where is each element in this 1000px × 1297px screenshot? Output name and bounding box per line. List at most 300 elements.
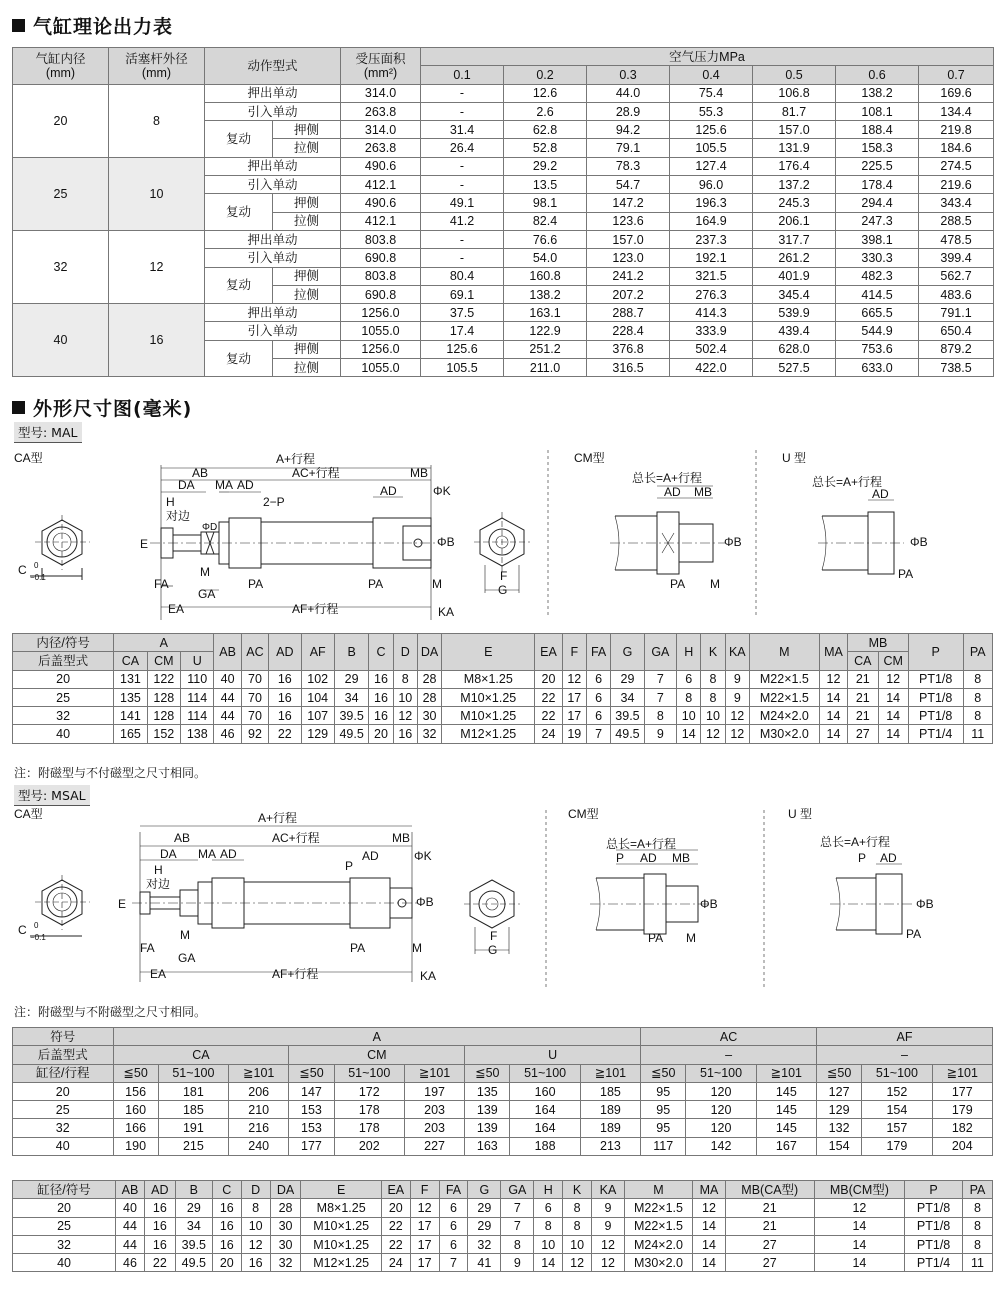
msal-a-cell: 204 (932, 1137, 992, 1155)
force-value: 206.1 (753, 212, 836, 230)
header-area: 受压面积 (mm²) (341, 48, 421, 85)
svg-text:P: P (616, 851, 625, 865)
mal-cell: 32 (417, 725, 441, 743)
force-value: 345.4 (753, 285, 836, 303)
force-value: 483.6 (919, 285, 994, 303)
force-value: 62.8 (504, 121, 587, 139)
msal-a-cell: 147 (289, 1082, 334, 1100)
msal-b-cell: 20 (381, 1199, 410, 1217)
area-cell: 1256.0 (341, 340, 421, 358)
msal-a-cell: 154 (862, 1101, 932, 1119)
msal-b-header: DA (270, 1181, 301, 1199)
force-value: 753.6 (836, 340, 919, 358)
msal-b-cell: 12 (241, 1235, 270, 1253)
svg-text:M: M (200, 565, 210, 579)
mal-header: AC (241, 634, 268, 671)
svg-text:GA: GA (198, 587, 216, 601)
force-value: 29.2 (504, 157, 587, 175)
force-value: 54.7 (587, 176, 670, 194)
msal-a-cell: 160 (113, 1101, 158, 1119)
force-value: 138.2 (836, 84, 919, 102)
mal-cell: 128 (147, 707, 180, 725)
mal-header: E (442, 634, 535, 671)
force-value: 37.5 (421, 304, 504, 322)
header-rod: 活塞杆外径 (mm) (109, 48, 205, 85)
pressure-header: 0.2 (504, 66, 587, 84)
svg-text:FA: FA (140, 941, 155, 955)
msal-b-cell: M30×2.0 (624, 1254, 692, 1272)
mal-header: A (114, 634, 214, 652)
table-row (13, 1254, 993, 1272)
msal-a-cell: 177 (289, 1137, 334, 1155)
msal-b-cell: 6 (439, 1217, 468, 1235)
area-cell: 690.8 (341, 285, 421, 303)
msal-b-cell: M8×1.25 (301, 1199, 381, 1217)
force-value: 123.0 (587, 249, 670, 267)
force-value: 225.5 (836, 157, 919, 175)
force-value: - (421, 157, 504, 175)
msal-a-subheader: 后盖型式 (13, 1046, 114, 1064)
mal-cell: 44 (214, 707, 241, 725)
svg-text:AD: AD (237, 478, 254, 492)
mal-cell: 104 (301, 688, 334, 706)
svg-text:G: G (498, 583, 508, 597)
svg-text:AB: AB (174, 831, 191, 845)
svg-text:2−P: 2−P (263, 495, 285, 509)
svg-text:EA: EA (168, 602, 185, 616)
mal-subheader: CM (147, 652, 180, 670)
mal-cell: 8 (393, 670, 417, 688)
mal-cell: 29 (334, 670, 368, 688)
svg-text:ΦK: ΦK (433, 484, 451, 498)
force-value: 192.1 (670, 249, 753, 267)
force-value: 108.1 (836, 102, 919, 120)
msal-b-cell: 32 (468, 1235, 501, 1253)
force-value: 330.3 (836, 249, 919, 267)
mal-cell: 25 (13, 688, 114, 706)
mal-note: 注：附磁型与不付磁型之尺寸相同。 (14, 766, 207, 780)
mal-cell: 16 (393, 725, 417, 743)
msal-a-cell: 132 (817, 1119, 862, 1137)
msal-a-subheader: U (465, 1046, 641, 1064)
msal-b-cell: 30 (270, 1217, 301, 1235)
msal-a-range: 51~100 (158, 1064, 228, 1082)
msal-b-header: B (175, 1181, 212, 1199)
msal-b-cell: 41 (468, 1254, 501, 1272)
table-row (13, 707, 993, 725)
model-tag-mal: 型号: MAL (14, 422, 82, 443)
action-sub-cell: 拉侧 (273, 285, 341, 303)
force-value: - (421, 249, 504, 267)
area-cell: 1055.0 (341, 359, 421, 377)
msal-b-cell: 20 (13, 1199, 116, 1217)
msal-a-cell: 129 (817, 1101, 862, 1119)
mal-cell: M12×1.25 (442, 725, 535, 743)
mal-cell: 22 (535, 707, 562, 725)
svg-text:G: G (488, 943, 498, 957)
force-value: 176.4 (753, 157, 836, 175)
mal-header: P (908, 634, 963, 671)
msal-b-cell: 8 (962, 1217, 992, 1235)
svg-text:M: M (432, 577, 442, 591)
action-cell: 复动 (205, 194, 273, 231)
pressure-header: 0.6 (836, 66, 919, 84)
msal-a-cell: 152 (862, 1082, 932, 1100)
msal-a-range: ≧101 (756, 1064, 816, 1082)
svg-text:AD: AD (380, 484, 397, 498)
mal-cell: 27 (848, 725, 878, 743)
mal-cell: 30 (417, 707, 441, 725)
msal-b-cell: 14 (692, 1217, 725, 1235)
force-value: 2.6 (504, 102, 587, 120)
svg-text:GA: GA (178, 951, 196, 965)
msal-a-cell: 179 (862, 1137, 932, 1155)
force-value: 398.1 (836, 230, 919, 248)
action-sub-cell: 拉侧 (273, 359, 341, 377)
msal-note: 注：附磁型与不附磁型之尺寸相同。 (14, 1005, 207, 1019)
force-value: 160.8 (504, 267, 587, 285)
force-value: 138.2 (504, 285, 587, 303)
force-value: 401.9 (753, 267, 836, 285)
msal-a-cell: 120 (686, 1082, 756, 1100)
force-value: 288.7 (587, 304, 670, 322)
msal-b-cell: 8 (534, 1217, 563, 1235)
u-view (818, 500, 904, 574)
force-value: 125.6 (421, 340, 504, 358)
pressure-header: 0.3 (587, 66, 670, 84)
svg-text:F: F (490, 929, 498, 943)
msal-b-cell: 27 (725, 1254, 814, 1272)
msal-a-cell: 197 (404, 1082, 464, 1100)
force-value: 17.4 (421, 322, 504, 340)
svg-text:KA: KA (420, 969, 437, 983)
msal-a-cell: 154 (817, 1137, 862, 1155)
force-section-title: 气缸理论出力表 (12, 12, 173, 39)
force-value: 879.2 (919, 340, 994, 358)
mal-cell: 6 (586, 670, 610, 688)
msal-a-cell: 120 (686, 1119, 756, 1137)
msal-a-cell: 203 (404, 1101, 464, 1119)
action-sub-cell: 拉侧 (273, 212, 341, 230)
svg-text:0: 0 (34, 921, 39, 930)
msal-b-cell: 9 (592, 1199, 625, 1217)
force-value: 439.4 (753, 322, 836, 340)
force-value: 261.2 (753, 249, 836, 267)
svg-text:MB: MB (392, 831, 410, 845)
msal-b-cell: PT1/8 (905, 1199, 963, 1217)
msal-a-cell: 156 (113, 1082, 158, 1100)
force-value: 628.0 (753, 340, 836, 358)
msal-a-cell: 202 (334, 1137, 404, 1155)
force-value: 54.0 (504, 249, 587, 267)
mal-cell: 17 (562, 707, 586, 725)
msal-b-cell: 9 (501, 1254, 534, 1272)
mal-subheader: CA (114, 652, 147, 670)
force-value: 76.6 (504, 230, 587, 248)
msal-b-cell: 20 (212, 1254, 241, 1272)
msal-a-cell: 127 (817, 1082, 862, 1100)
svg-text:H: H (166, 495, 175, 509)
pressure-header: 0.5 (753, 66, 836, 84)
mal-cell: 46 (214, 725, 241, 743)
msal-b-cell: 9 (592, 1217, 625, 1235)
msal-a-cell: 213 (580, 1137, 640, 1155)
force-value: 211.0 (504, 359, 587, 377)
msal-a-range: ≧101 (229, 1064, 289, 1082)
bore-cell: 40 (13, 304, 109, 377)
msal-a-range: ≦50 (641, 1064, 686, 1082)
msal-b-cell: 17 (410, 1217, 439, 1235)
force-value: 539.9 (753, 304, 836, 322)
force-value: 219.6 (919, 176, 994, 194)
area-cell: 412.1 (341, 176, 421, 194)
force-value: 343.4 (919, 194, 994, 212)
msal-a-cell: 188 (510, 1137, 580, 1155)
msal-length-table (12, 1027, 993, 1156)
msal-a-cell: 145 (756, 1082, 816, 1100)
msal-a-cell: 95 (641, 1101, 686, 1119)
mal-cell: 10 (701, 707, 725, 725)
msal-a-header: AC (641, 1028, 817, 1046)
msal-b-cell: 12 (410, 1199, 439, 1217)
mal-header: M (749, 634, 819, 671)
mal-cell: 14 (819, 688, 847, 706)
svg-text:M: M (412, 941, 422, 955)
action-cell: 引入单动 (205, 176, 341, 194)
mal-cell: M10×1.25 (442, 707, 535, 725)
msal-a-range: ≦50 (289, 1064, 334, 1082)
msal-a-range: 51~100 (510, 1064, 580, 1082)
msal-b-header: GA (501, 1181, 534, 1199)
table-row (13, 670, 993, 688)
force-value: 169.6 (919, 84, 994, 102)
force-value: 247.3 (836, 212, 919, 230)
mal-cell: 39.5 (611, 707, 644, 725)
msal-b-cell: 12 (814, 1199, 905, 1217)
force-value: 665.5 (836, 304, 919, 322)
header-bore: 气缸内径 (mm) (13, 48, 109, 85)
svg-text:AD: AD (872, 487, 889, 501)
force-value: 502.4 (670, 340, 753, 358)
msal-b-cell: 8 (501, 1235, 534, 1253)
mal-cell: 28 (417, 670, 441, 688)
force-value: 105.5 (421, 359, 504, 377)
svg-text:ΦB: ΦB (700, 897, 718, 911)
svg-text:AB: AB (192, 466, 209, 480)
mal-cell: M10×1.25 (442, 688, 535, 706)
force-value: 316.5 (587, 359, 670, 377)
force-value: 26.4 (421, 139, 504, 157)
force-value: 12.6 (504, 84, 587, 102)
force-value: 422.0 (670, 359, 753, 377)
msal-a-range: 缸径/行程 (13, 1064, 114, 1082)
mal-subheader: CA (848, 652, 878, 670)
msal-b-cell: 6 (439, 1235, 468, 1253)
msal-b-cell: 22 (381, 1217, 410, 1235)
force-value: 184.6 (919, 139, 994, 157)
mal-header: B (334, 634, 368, 671)
rod-cell: 8 (109, 84, 205, 157)
table-row (13, 725, 993, 743)
mal-cell: PT1/8 (908, 707, 963, 725)
mal-cell: 19 (562, 725, 586, 743)
msal-b-cell: 16 (212, 1217, 241, 1235)
msal-b-header: G (468, 1181, 501, 1199)
msal-b-header: H (534, 1181, 563, 1199)
msal-b-cell: 40 (116, 1199, 145, 1217)
mal-cell: 17 (562, 688, 586, 706)
mal-cell: 6 (586, 707, 610, 725)
msal-b-cell: 29 (468, 1199, 501, 1217)
mal-cell: 21 (848, 707, 878, 725)
msal-b-cell: 21 (725, 1217, 814, 1235)
mal-cell: 114 (181, 688, 214, 706)
force-value: 219.8 (919, 121, 994, 139)
force-value: 55.3 (670, 102, 753, 120)
msal-b-cell: 12 (592, 1235, 625, 1253)
force-table (12, 47, 994, 377)
svg-text:PA: PA (350, 941, 366, 955)
mal-cell: M24×2.0 (749, 707, 819, 725)
msal-b-cell: 10 (563, 1235, 592, 1253)
pressure-header: 0.7 (919, 66, 994, 84)
action-cell: 复动 (205, 267, 273, 304)
force-value: - (421, 102, 504, 120)
force-value: 94.2 (587, 121, 670, 139)
msal-a-cell: 145 (756, 1101, 816, 1119)
mal-header: PA (963, 634, 992, 671)
msal-a-cell: 189 (580, 1101, 640, 1119)
action-sub-cell: 拉侧 (273, 139, 341, 157)
area-cell: 412.1 (341, 212, 421, 230)
msal-a-header: 符号 (13, 1028, 114, 1046)
mal-cell: 11 (963, 725, 992, 743)
msal-b-cell: M10×1.25 (301, 1235, 381, 1253)
mal-cell: 131 (114, 670, 147, 688)
force-value: 125.6 (670, 121, 753, 139)
u-view-msal (830, 864, 912, 934)
force-row (13, 304, 994, 322)
mal-cell: 34 (334, 688, 368, 706)
mal-cell: 107 (301, 707, 334, 725)
mal-header: D (393, 634, 417, 671)
force-value: 157.0 (587, 230, 670, 248)
msal-b-cell: 11 (962, 1254, 992, 1272)
msal-b-cell: 6 (534, 1199, 563, 1217)
msal-b-header: KA (592, 1181, 625, 1199)
msal-b-cell: M22×1.5 (624, 1217, 692, 1235)
svg-text:总长=A+行程: 总长=A+行程 (632, 471, 703, 485)
force-value: 274.5 (919, 157, 994, 175)
msal-b-cell: M24×2.0 (624, 1235, 692, 1253)
msal-b-cell: 46 (116, 1254, 145, 1272)
force-value: 131.9 (753, 139, 836, 157)
mal-header: C (369, 634, 393, 671)
svg-text:PA: PA (898, 567, 914, 581)
svg-text:DA: DA (178, 478, 195, 492)
area-cell: 490.6 (341, 157, 421, 175)
msal-b-cell: 16 (212, 1199, 241, 1217)
force-value: 158.3 (836, 139, 919, 157)
force-value: 28.9 (587, 102, 670, 120)
mal-cell: M22×1.5 (749, 670, 819, 688)
mal-subheader: 后盖型式 (13, 652, 114, 670)
force-value: 317.7 (753, 230, 836, 248)
rod-cell: 12 (109, 230, 205, 303)
svg-text:M: M (686, 931, 696, 945)
mal-subheader: CM (878, 652, 908, 670)
msal-b-cell: 40 (13, 1254, 116, 1272)
action-cell: 引入单动 (205, 249, 341, 267)
mal-cell: M22×1.5 (749, 688, 819, 706)
mal-cell: 8 (963, 707, 992, 725)
force-value: 41.2 (421, 212, 504, 230)
force-value: 237.3 (670, 230, 753, 248)
msal-a-cell: 216 (229, 1119, 289, 1137)
svg-text:MB: MB (672, 851, 690, 865)
svg-text:EA: EA (150, 967, 167, 981)
force-value: 31.4 (421, 121, 504, 139)
mal-cell: 9 (644, 725, 676, 743)
msal-a-cell: 210 (229, 1101, 289, 1119)
msal-b-header: MB(CM型) (814, 1181, 905, 1199)
svg-text:PA: PA (648, 931, 664, 945)
msal-b-cell: 17 (410, 1254, 439, 1272)
mal-cell: 8 (701, 670, 725, 688)
svg-text:DA: DA (160, 847, 177, 861)
mal-cell: 14 (878, 707, 908, 725)
msal-b-cell: 8 (241, 1199, 270, 1217)
mal-cell: 165 (114, 725, 147, 743)
force-value: 105.5 (670, 139, 753, 157)
action-cell: 引入单动 (205, 322, 341, 340)
msal-b-header: MA (692, 1181, 725, 1199)
mal-header: DA (417, 634, 441, 671)
action-sub-cell: 押侧 (273, 121, 341, 139)
mal-cell: M30×2.0 (749, 725, 819, 743)
mal-cell: 7 (644, 670, 676, 688)
msal-a-cell: 95 (641, 1082, 686, 1100)
svg-text:AD: AD (880, 851, 897, 865)
msal-b-cell: 8 (962, 1199, 992, 1217)
svg-text:AC+行程: AC+行程 (272, 831, 320, 845)
mal-cell: 10 (677, 707, 701, 725)
msal-b-cell: 16 (144, 1217, 175, 1235)
mal-subheader: U (181, 652, 214, 670)
msal-b-cell: M10×1.25 (301, 1217, 381, 1235)
mal-cell: 110 (181, 670, 214, 688)
msal-a-range: ≧101 (932, 1064, 992, 1082)
mal-cell: 8 (963, 688, 992, 706)
mal-header: F (562, 634, 586, 671)
table-row (13, 1137, 993, 1155)
svg-text:0: 0 (34, 561, 39, 570)
force-value: 251.2 (504, 340, 587, 358)
mal-cell: 49.5 (611, 725, 644, 743)
msal-a-cell: 95 (641, 1119, 686, 1137)
msal-a-cell: 227 (404, 1137, 464, 1155)
msal-b-cell: 22 (144, 1254, 175, 1272)
mal-header: MB (848, 634, 909, 652)
area-cell: 690.8 (341, 249, 421, 267)
msal-b-header: F (410, 1181, 439, 1199)
force-value: 188.4 (836, 121, 919, 139)
force-value: 241.2 (587, 267, 670, 285)
msal-b-header: C (212, 1181, 241, 1199)
msal-a-range: ≦50 (817, 1064, 862, 1082)
msal-a-cell: 164 (510, 1119, 580, 1137)
msal-dimension-table (12, 1180, 993, 1272)
